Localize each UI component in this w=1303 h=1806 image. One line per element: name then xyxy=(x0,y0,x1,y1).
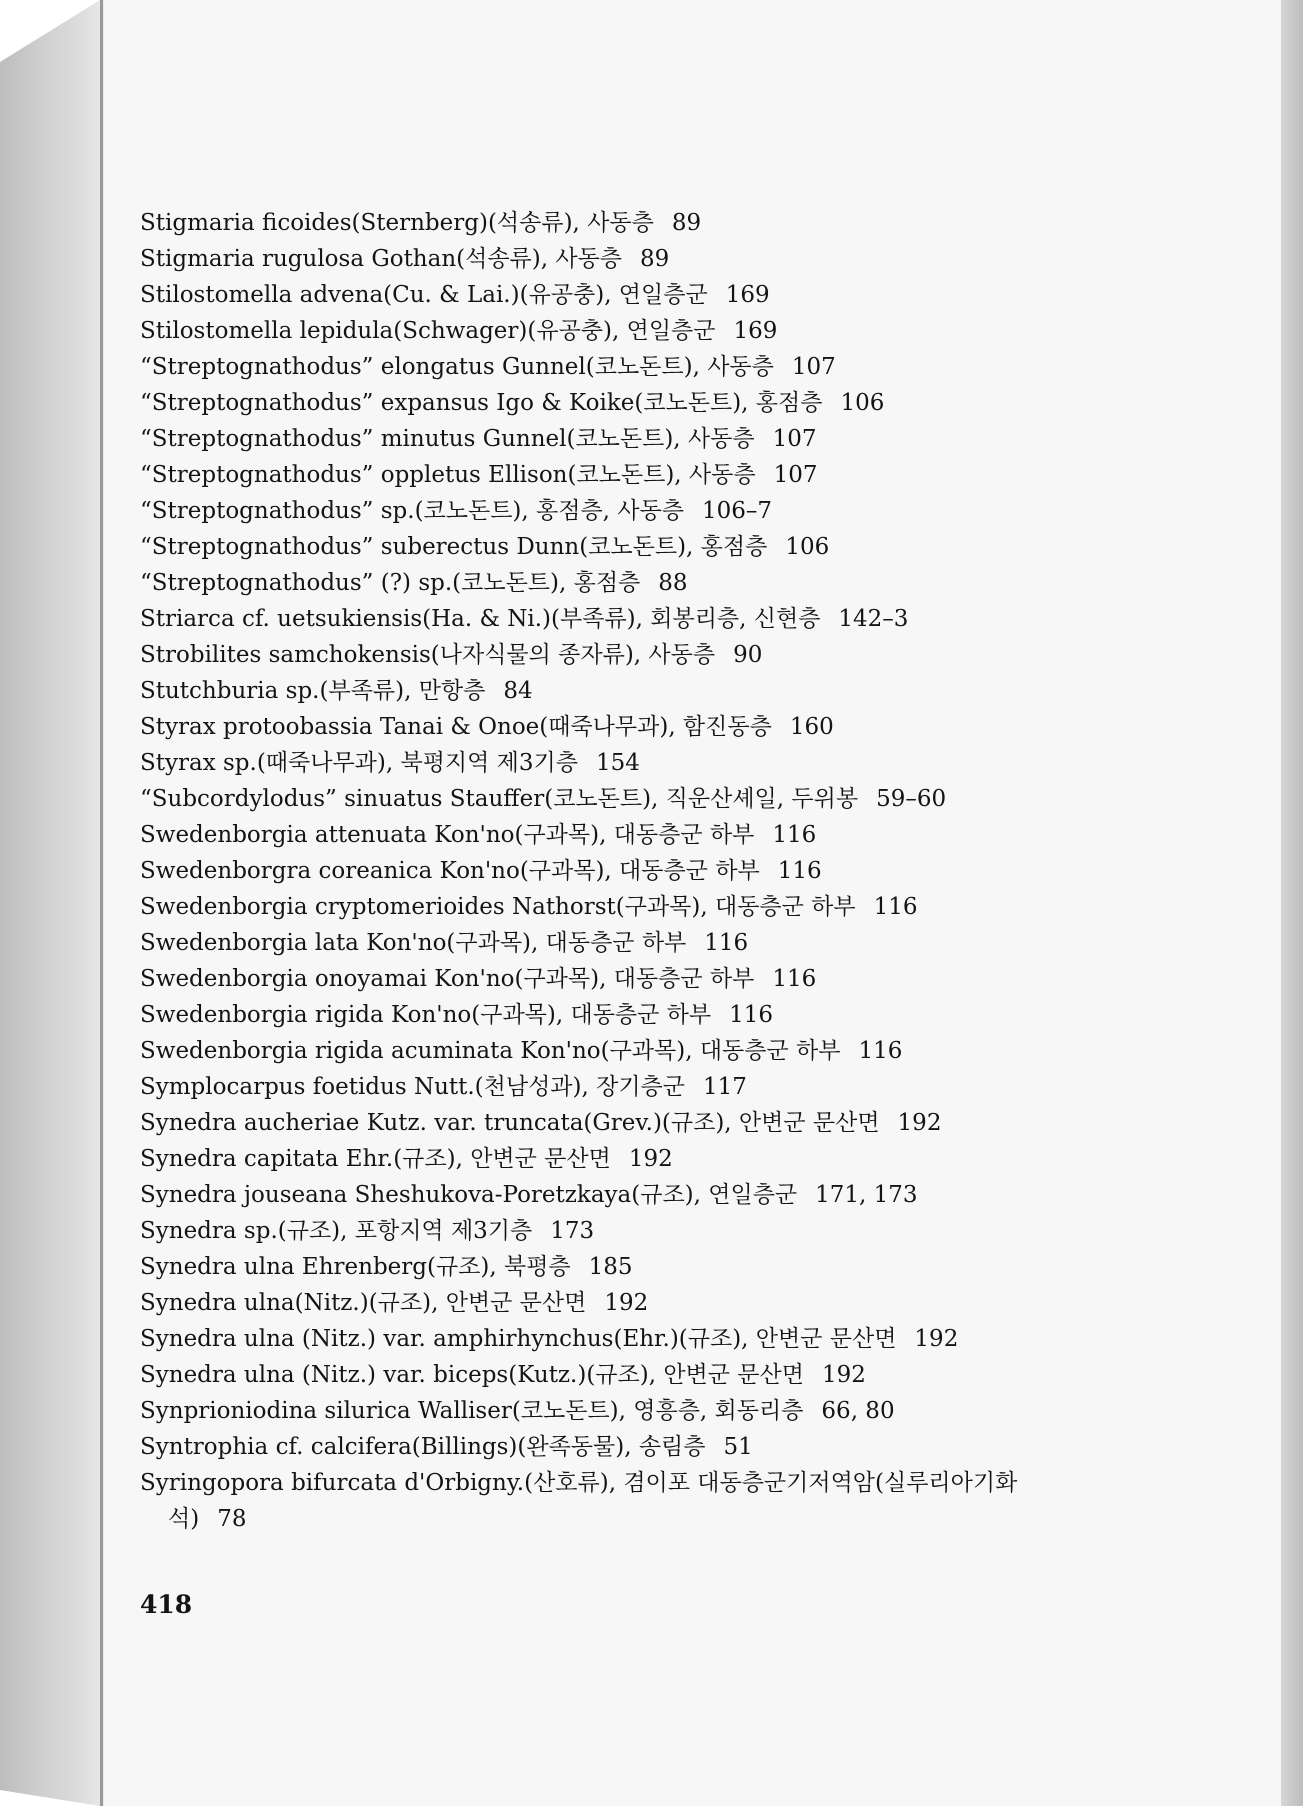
page-number: 418 xyxy=(140,1590,193,1619)
index-entry xyxy=(140,745,1160,781)
entry-page: 154 xyxy=(595,750,640,776)
entry-page: 116 xyxy=(858,1038,903,1064)
page-shadow xyxy=(1281,0,1303,1806)
entry-continuation-line xyxy=(140,1501,1160,1537)
index-entry xyxy=(140,385,1160,421)
entry-page: 192 xyxy=(604,1290,649,1316)
index-entry xyxy=(140,1069,1160,1105)
entry-page: 106 xyxy=(840,390,885,416)
entry-text: Striarca cf. uetsukiensis(Ha. & Ni.)(부족류), 회봉리층, 신현층 xyxy=(140,606,821,632)
entry-page: 116 xyxy=(777,858,822,884)
entry-text: Strobilites samchokensis(나자식물의 종자류), 사동층 xyxy=(140,642,716,668)
index-entry xyxy=(140,349,1160,385)
entry-page: 84 xyxy=(503,678,533,704)
index-entry-wrapped xyxy=(140,1465,1160,1537)
index-entry xyxy=(140,1429,1160,1465)
index-entry xyxy=(140,1105,1160,1141)
index-entry xyxy=(140,1249,1160,1285)
index-entry xyxy=(140,313,1160,349)
entry-continuation: 석) xyxy=(168,1506,200,1532)
index-entry xyxy=(140,889,1160,925)
index-entry xyxy=(140,1357,1160,1393)
entry-text: “Streptognathodus” oppletus Ellison(코노돈트), 사동층 xyxy=(140,462,756,488)
entry-page: 160 xyxy=(789,714,834,740)
index-entry xyxy=(140,241,1160,277)
entry-text: “Streptognathodus” suberectus Dunn(코노돈트), 홍점층 xyxy=(140,534,768,560)
entry-text: Synedra ulna(Nitz.)(규조), 안변군 문산면 xyxy=(140,1290,587,1316)
entry-text: Stigmaria ficoides(Sternberg)(석송류), 사동층 xyxy=(140,210,654,236)
entry-text: Styrax sp.(때죽나무과), 북평지역 제3기층 xyxy=(140,750,578,776)
entry-text: Synedra aucheriae Kutz. var. truncata(Grev.)(규조), 안변군 문산면 xyxy=(140,1110,880,1136)
index-entry xyxy=(140,781,1160,817)
index-entry xyxy=(140,421,1160,457)
entry-page: 116 xyxy=(873,894,918,920)
index-entry xyxy=(140,1393,1160,1429)
entry-text: Synedra ulna (Nitz.) var. amphirhynchus(Ehr.)(규조), 안변군 문산면 xyxy=(140,1326,897,1352)
entry-text: “Streptognathodus” elongatus Gunnel(코노돈트), 사동층 xyxy=(140,354,774,380)
entry-text: “Streptognathodus” minutus Gunnel(코노돈트), 사동층 xyxy=(140,426,755,452)
entry-page: 185 xyxy=(588,1254,633,1280)
index-entry xyxy=(140,1285,1160,1321)
entry-page: 88 xyxy=(658,570,688,596)
entry-page: 116 xyxy=(772,822,817,848)
entry-page: 169 xyxy=(733,318,778,344)
entry-page: 90 xyxy=(733,642,763,668)
entry-page: 116 xyxy=(704,930,749,956)
index-entry xyxy=(140,565,1160,601)
entry-text: Swedenborgia onoyamai Kon'no(구과목), 대동층군 하부 xyxy=(140,966,755,992)
entry-text: Swedenborgia rigida Kon'no(구과목), 대동층군 하부 xyxy=(140,1002,712,1028)
entry-text: Synedra ulna (Nitz.) var. biceps(Kutz.)(규조), 안변군 문산면 xyxy=(140,1362,804,1388)
entry-text: Synedra sp.(규조), 포항지역 제3기층 xyxy=(140,1218,533,1244)
entry-page: 171, 173 xyxy=(815,1182,918,1208)
index-entry xyxy=(140,1321,1160,1357)
entry-page: 116 xyxy=(729,1002,774,1028)
entry-text: Swedenborgia cryptomerioides Nathorst(구과목), 대동층군 하부 xyxy=(140,894,856,920)
entry-text: Swedenborgia lata Kon'no(구과목), 대동층군 하부 xyxy=(140,930,687,956)
entry-page: 78 xyxy=(217,1506,247,1532)
entry-page: 106 xyxy=(785,534,830,560)
entry-text: Synedra capitata Ehr.(규조), 안변군 문산면 xyxy=(140,1146,611,1172)
index-entry xyxy=(140,277,1160,313)
index-entry xyxy=(140,529,1160,565)
entry-text: Symplocarpus foetidus Nutt.(천남성과), 장기층군 xyxy=(140,1074,685,1100)
entry-page: 117 xyxy=(703,1074,747,1100)
entry-page: 106–7 xyxy=(701,498,772,524)
entry-text: “Streptognathodus” expansus Igo & Koike(코노돈트), 홍점층 xyxy=(140,390,823,416)
index-entry xyxy=(140,853,1160,889)
index-entry xyxy=(140,1213,1160,1249)
entry-text: Stilostomella advena(Cu. & Lai.)(유공충), 연일층군 xyxy=(140,282,708,308)
index-entry xyxy=(140,817,1160,853)
entry-text: Synedra jouseana Sheshukova-Poretzkaya(규조), 연일층군 xyxy=(140,1182,798,1208)
index-entry xyxy=(140,601,1160,637)
entry-text: Stilostomella lepidula(Schwager)(유공충), 연일층군 xyxy=(140,318,716,344)
entry-page: 66, 80 xyxy=(821,1398,895,1424)
entry-text: Stigmaria rugulosa Gothan(석송류), 사동층 xyxy=(140,246,623,272)
entry-text: “Subcordylodus” sinuatus Stauffer(코노돈트), 직운산셰일, 두위봉 xyxy=(140,786,859,812)
entry-page: 89 xyxy=(671,210,702,236)
entry-page: 169 xyxy=(725,282,770,308)
entry-text: Syntrophia cf. calcifera(Billings)(완족동물), 송림층 xyxy=(140,1434,706,1460)
entry-page: 107 xyxy=(772,426,817,452)
entry-text: “Streptognathodus” sp.(코노돈트), 홍점층, 사동층 xyxy=(140,498,684,524)
entry-page: 142–3 xyxy=(838,606,909,632)
index-entry xyxy=(140,1177,1160,1213)
entry-page: 107 xyxy=(791,354,836,380)
index-entry xyxy=(140,997,1160,1033)
index-entry xyxy=(140,673,1160,709)
entry-text: Synedra ulna Ehrenberg(규조), 북평층 xyxy=(140,1254,571,1280)
entry-page: 192 xyxy=(897,1110,942,1136)
entry-text: Swedenborgra coreanica Kon'no(구과목), 대동층군 하부 xyxy=(140,858,760,884)
entry-page: 192 xyxy=(628,1146,673,1172)
entry-page: 107 xyxy=(773,462,818,488)
entry-page: 89 xyxy=(640,246,670,272)
entry-page: 173 xyxy=(550,1218,595,1244)
entry-text: Swedenborgia rigida acuminata Kon'no(구과목), 대동층군 하부 xyxy=(140,1038,841,1064)
spine-edge xyxy=(100,0,103,1806)
entry-text: “Streptognathodus” (?) sp.(코노돈트), 홍점층 xyxy=(140,570,641,596)
entry-page: 116 xyxy=(772,966,817,992)
entry-page: 51 xyxy=(723,1434,753,1460)
entry-page: 59–60 xyxy=(876,786,947,812)
index-entry xyxy=(140,493,1160,529)
index-entry xyxy=(140,1141,1160,1177)
index-entry xyxy=(140,205,1160,241)
entry-page: 192 xyxy=(914,1326,959,1352)
index-entry xyxy=(140,709,1160,745)
index-entry xyxy=(140,457,1160,493)
entry-text: Synprioniodina silurica Walliser(코노돈트), 영흥층, 회동리층 xyxy=(140,1398,804,1424)
index-entry xyxy=(140,637,1160,673)
entry-text: Stutchburia sp.(부족류), 만항층 xyxy=(140,678,486,704)
index-entries xyxy=(140,205,1160,1537)
entry-text: Syringopora bifurcata d'Orbigny.(산호류), 겸이포 대동층군기저역암(실루리아기화 xyxy=(140,1470,1018,1496)
entry-text: Swedenborgia attenuata Kon'no(구과목), 대동층군 하부 xyxy=(140,822,755,848)
index-entry xyxy=(140,961,1160,997)
entry-text: Styrax protoobassia Tanai & Onoe(때죽나무과), 함진동층 xyxy=(140,714,772,740)
index-entry xyxy=(140,925,1160,961)
entry-page: 192 xyxy=(821,1362,866,1388)
index-entry xyxy=(140,1033,1160,1069)
